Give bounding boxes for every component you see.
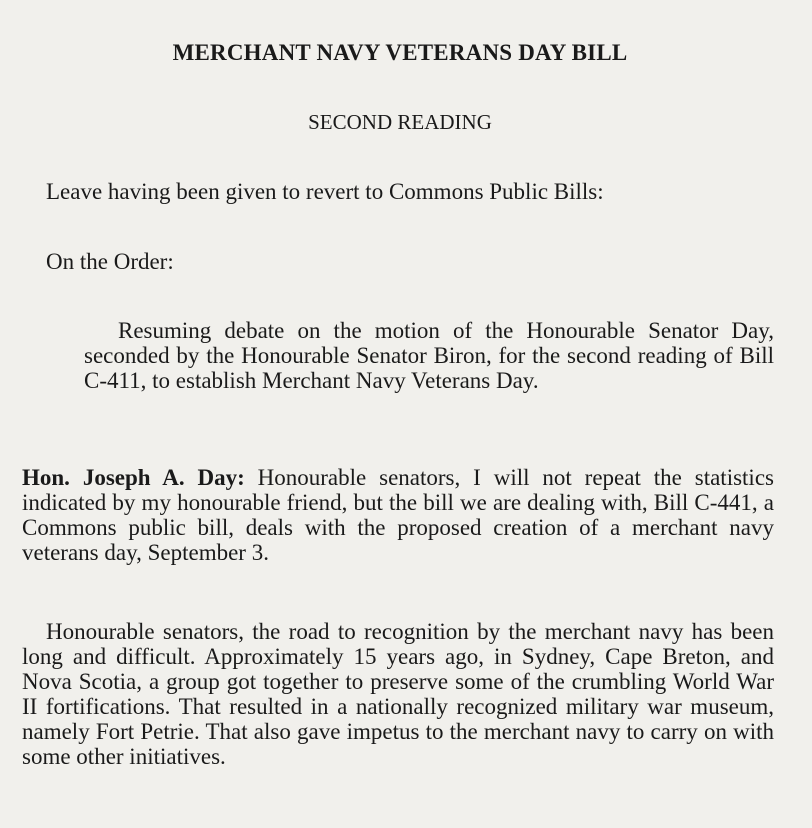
speaker-name: Hon. Joseph A. Day: [22, 465, 245, 490]
document-title: MERCHANT NAVY VETERANS DAY BILL [172, 40, 628, 65]
document-subtitle: SECOND READING [308, 110, 492, 134]
motion-paragraph: Resuming debate on the motion of the Honourable Senator Day, seconded by the Honourable Senator Biron, for the second reading of Bill C-411, to establish Merchant Navy Veterans Day. [84, 318, 774, 393]
body-paragraph: Honourable senators, the road to recognition by the merchant navy has been long and difficult. Approximately 15 years ago, in Sydney, Cape Breton, and Nova Scotia, a group got together to preserve some of the crumbling World War II fortifications. That resulted in a nationally recognized military war museum, namely Fort Petrie. That also gave impetus to the merchant navy to carry on with some other initiatives. [22, 619, 774, 769]
speech-paragraph [22, 465, 774, 565]
speech-text: Honourable senators, I will not repeat the statistics indicated by my honourable friend, but the bill we are dealing with, Bill C-441, a Commons public bill, deals with the proposed creation of a merchant navy veterans day, September 3. [22, 465, 774, 565]
leave-line: Leave having been given to revert to Commons Public Bills: [46, 179, 604, 204]
order-line: On the Order: [46, 249, 174, 274]
